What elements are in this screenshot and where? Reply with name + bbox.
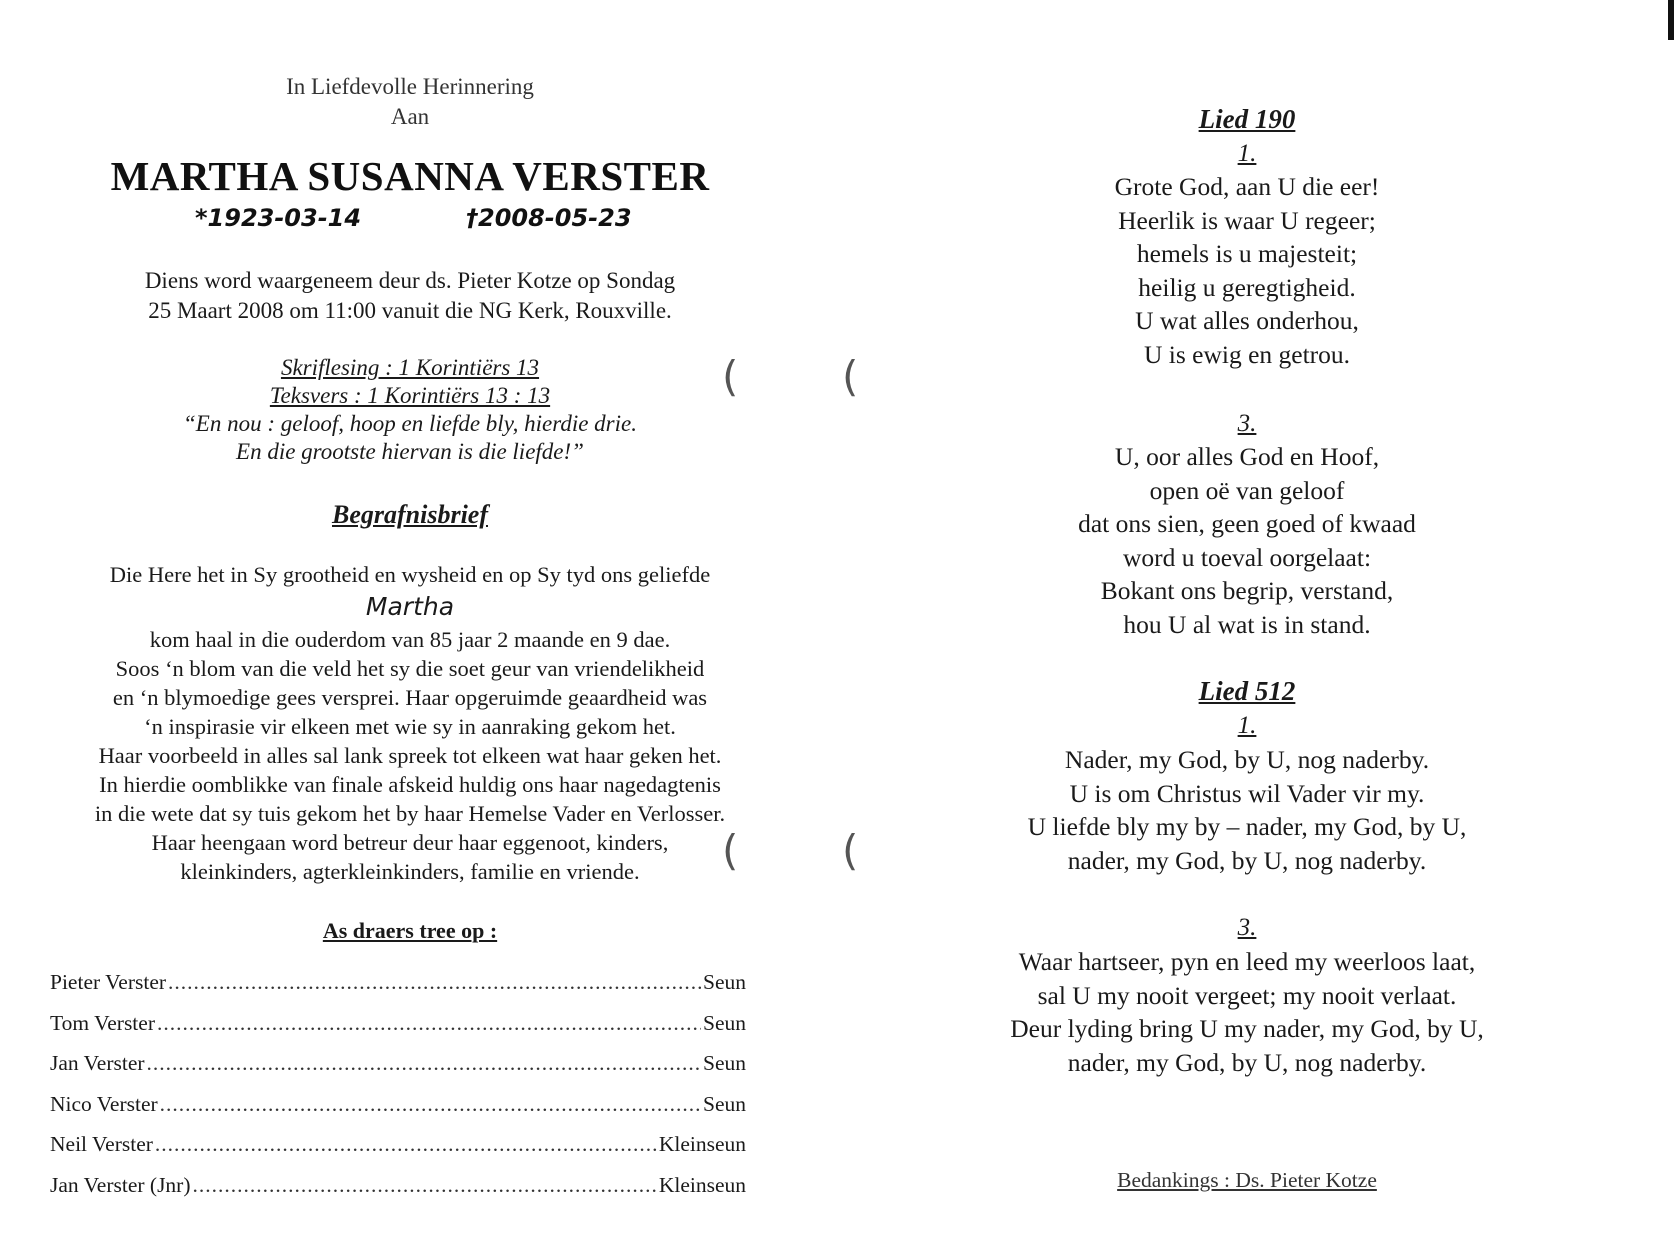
lyric-line: Waar hartseer, pyn en leed my weerloos laat, bbox=[1018, 947, 1476, 976]
quote-line-1: “En nou : geloof, hoop en liefde bly, hierdie drie. bbox=[183, 411, 637, 436]
leader-dots bbox=[147, 1051, 701, 1076]
service-line-1: Diens word waargeneem deur ds. Pieter Kotze op Sondag bbox=[144, 268, 676, 293]
reading-label: Skriflesing : 1 Korintiërs 13 bbox=[280, 355, 540, 380]
birth-date: *1923-03-14 bbox=[195, 204, 362, 232]
obit-line: Soos ‘n blom van die veld het sy die soet geur van vriendelikheid bbox=[115, 656, 705, 681]
death-date: †2008-05-23 bbox=[466, 204, 632, 232]
lyric-line: nader, my God, by U, nog naderby. bbox=[1067, 845, 1427, 875]
lyric-line: Grote God, aan U die eer! bbox=[1114, 172, 1380, 201]
obit-line: in die wete dat sy tuis gekom het by haar Hemelse Vader en Verlosser. bbox=[94, 801, 726, 826]
hymn-512-title: Lied 512 bbox=[1198, 676, 1296, 706]
lyric-line: U, oor alles God en Hoof, bbox=[1114, 442, 1380, 471]
verse-number: 3. bbox=[1237, 914, 1257, 941]
bearer-row bbox=[50, 1011, 746, 1052]
lyric-line: hou U al wat is in stand. bbox=[1123, 609, 1371, 639]
service-info bbox=[0, 266, 820, 326]
lyric-line: open oë van geloof bbox=[1149, 475, 1345, 505]
leader-dots bbox=[193, 1173, 657, 1198]
obit-line-first: Die Here het in Sy grootheid en wysheid en op Sy tyd ons geliefde bbox=[109, 562, 711, 587]
lyric-line: U is om Christus wil Vader vir my. bbox=[1069, 778, 1425, 808]
obit-line: In hierdie oomblikke van finale afskeid huldig ons haar nagedagtenis bbox=[99, 772, 721, 797]
bearer-name: Nico Verster bbox=[50, 1091, 158, 1116]
handwritten-name: Martha bbox=[365, 592, 455, 621]
scan-edge-mark bbox=[1668, 0, 1674, 40]
bearer-name: Neil Verster bbox=[50, 1132, 153, 1156]
scripture-reading bbox=[0, 354, 820, 466]
bearer-name: Tom Verster bbox=[50, 1010, 155, 1035]
bearer-name: Pieter Verster bbox=[50, 970, 167, 994]
hymn-512-verse-3 bbox=[820, 945, 1674, 1079]
obit-line: ‘n inspirasie vir elkeen met wie sy in aanraking gekom het. bbox=[144, 714, 676, 739]
lyric-line: Bokant ons begrip, verstand, bbox=[1100, 576, 1394, 605]
bearer-row bbox=[50, 1092, 746, 1133]
deceased-name: MARTHA SUSANNA VERSTER bbox=[110, 153, 710, 199]
lyric-line: nader, my God, by U, nog naderby. bbox=[1067, 1047, 1427, 1077]
bearer-relation: Seun bbox=[703, 1010, 746, 1035]
lyric-line: hemels is u majesteit; bbox=[1136, 239, 1358, 268]
hymn-190-verse-3 bbox=[820, 440, 1674, 641]
obituary bbox=[0, 560, 820, 886]
hymn-190-title: Lied 190 bbox=[1198, 104, 1296, 134]
intro-line-1: In Liefdevolle Herinnering bbox=[286, 74, 534, 99]
bearer-name: Jan Verster (Jnr) bbox=[50, 1172, 191, 1197]
lyric-line: Nader, my God, by U, nog naderby. bbox=[1064, 745, 1430, 774]
acknowledgements: Bedankings : Ds. Pieter Kotze bbox=[1117, 1168, 1377, 1192]
verse-number: 3. bbox=[1237, 410, 1257, 437]
intro bbox=[0, 72, 820, 132]
bearer-row bbox=[50, 970, 746, 1011]
punch-hole-mark: ( bbox=[842, 352, 859, 401]
lyric-line: heilig u geregtigheid. bbox=[1138, 272, 1356, 302]
bearer-name: Jan Verster bbox=[50, 1051, 145, 1075]
lyric-line: sal U my nooit vergeet; my nooit verlaat. bbox=[1037, 980, 1457, 1010]
bearer-row bbox=[50, 1132, 746, 1173]
obit-line: Haar heengaan word betreur deur haar eggenoot, kinders, bbox=[151, 830, 669, 855]
hymn-190-verse-1 bbox=[820, 170, 1674, 371]
quote-line-2: En die grootste hiervan is die liefde!” bbox=[236, 439, 584, 464]
lyric-line: U wat alles onderhou, bbox=[1135, 306, 1359, 335]
lyric-line: Deur lyding bring U my nader, my God, by U, bbox=[1010, 1014, 1484, 1043]
obit-line: Haar voorbeeld in alles sal lank spreek tot elkeen wat haar geken het. bbox=[98, 743, 722, 768]
leader-dots bbox=[155, 1132, 657, 1157]
bearer-relation: Kleinseun bbox=[658, 1132, 746, 1156]
service-line-2: 25 Maart 2008 om 11:00 vanuit die NG Kerk, Rouxville. bbox=[148, 298, 672, 323]
right-page bbox=[820, 0, 1674, 1253]
bearer-relation: Kleinseun bbox=[658, 1172, 746, 1197]
verse-number: 1. bbox=[1237, 712, 1257, 739]
intro-line-2: Aan bbox=[390, 104, 430, 129]
punch-hole-mark: ( bbox=[722, 826, 739, 875]
obit-line: kom haal in die ouderdom van 85 jaar 2 maande en 9 dae. bbox=[149, 627, 671, 652]
obit-line: en ‘n blymoedige gees versprei. Haar opgeruimde geaardheid was bbox=[112, 685, 708, 710]
obit-line: kleinkinders, agterkleinkinders, familie en vriende. bbox=[180, 859, 640, 884]
left-page bbox=[0, 0, 820, 1253]
leader-dots bbox=[168, 970, 701, 995]
lyric-line: U is ewig en getrou. bbox=[1143, 339, 1351, 369]
bearer-row bbox=[50, 1173, 746, 1214]
bearer-relation: Seun bbox=[703, 1051, 746, 1075]
bearer-relation: Seun bbox=[703, 970, 746, 994]
text-verse-label: Teksvers : 1 Korintiërs 13 : 13 bbox=[269, 383, 551, 408]
bearers-heading: As draers tree op : bbox=[322, 918, 498, 943]
lyric-line: Heerlik is waar U regeer; bbox=[1118, 205, 1376, 235]
lyric-line: dat ons sien, geen goed of kwaad bbox=[1078, 509, 1416, 538]
leader-dots bbox=[160, 1092, 701, 1117]
bearers-list bbox=[50, 970, 746, 1213]
lyric-line: word u toeval oorgelaat: bbox=[1122, 542, 1372, 572]
lyric-line: U liefde bly my by – nader, my God, by U, bbox=[1027, 812, 1467, 841]
bearer-row bbox=[50, 1051, 746, 1092]
hymn-512-verse-1 bbox=[820, 743, 1674, 877]
funeral-letter-heading: Begrafnisbrief bbox=[332, 500, 488, 529]
bearer-relation: Seun bbox=[703, 1091, 746, 1116]
punch-hole-mark: ( bbox=[842, 826, 859, 875]
leader-dots bbox=[157, 1011, 701, 1036]
verse-number: 1. bbox=[1237, 140, 1257, 167]
punch-hole-mark: ( bbox=[722, 352, 739, 401]
